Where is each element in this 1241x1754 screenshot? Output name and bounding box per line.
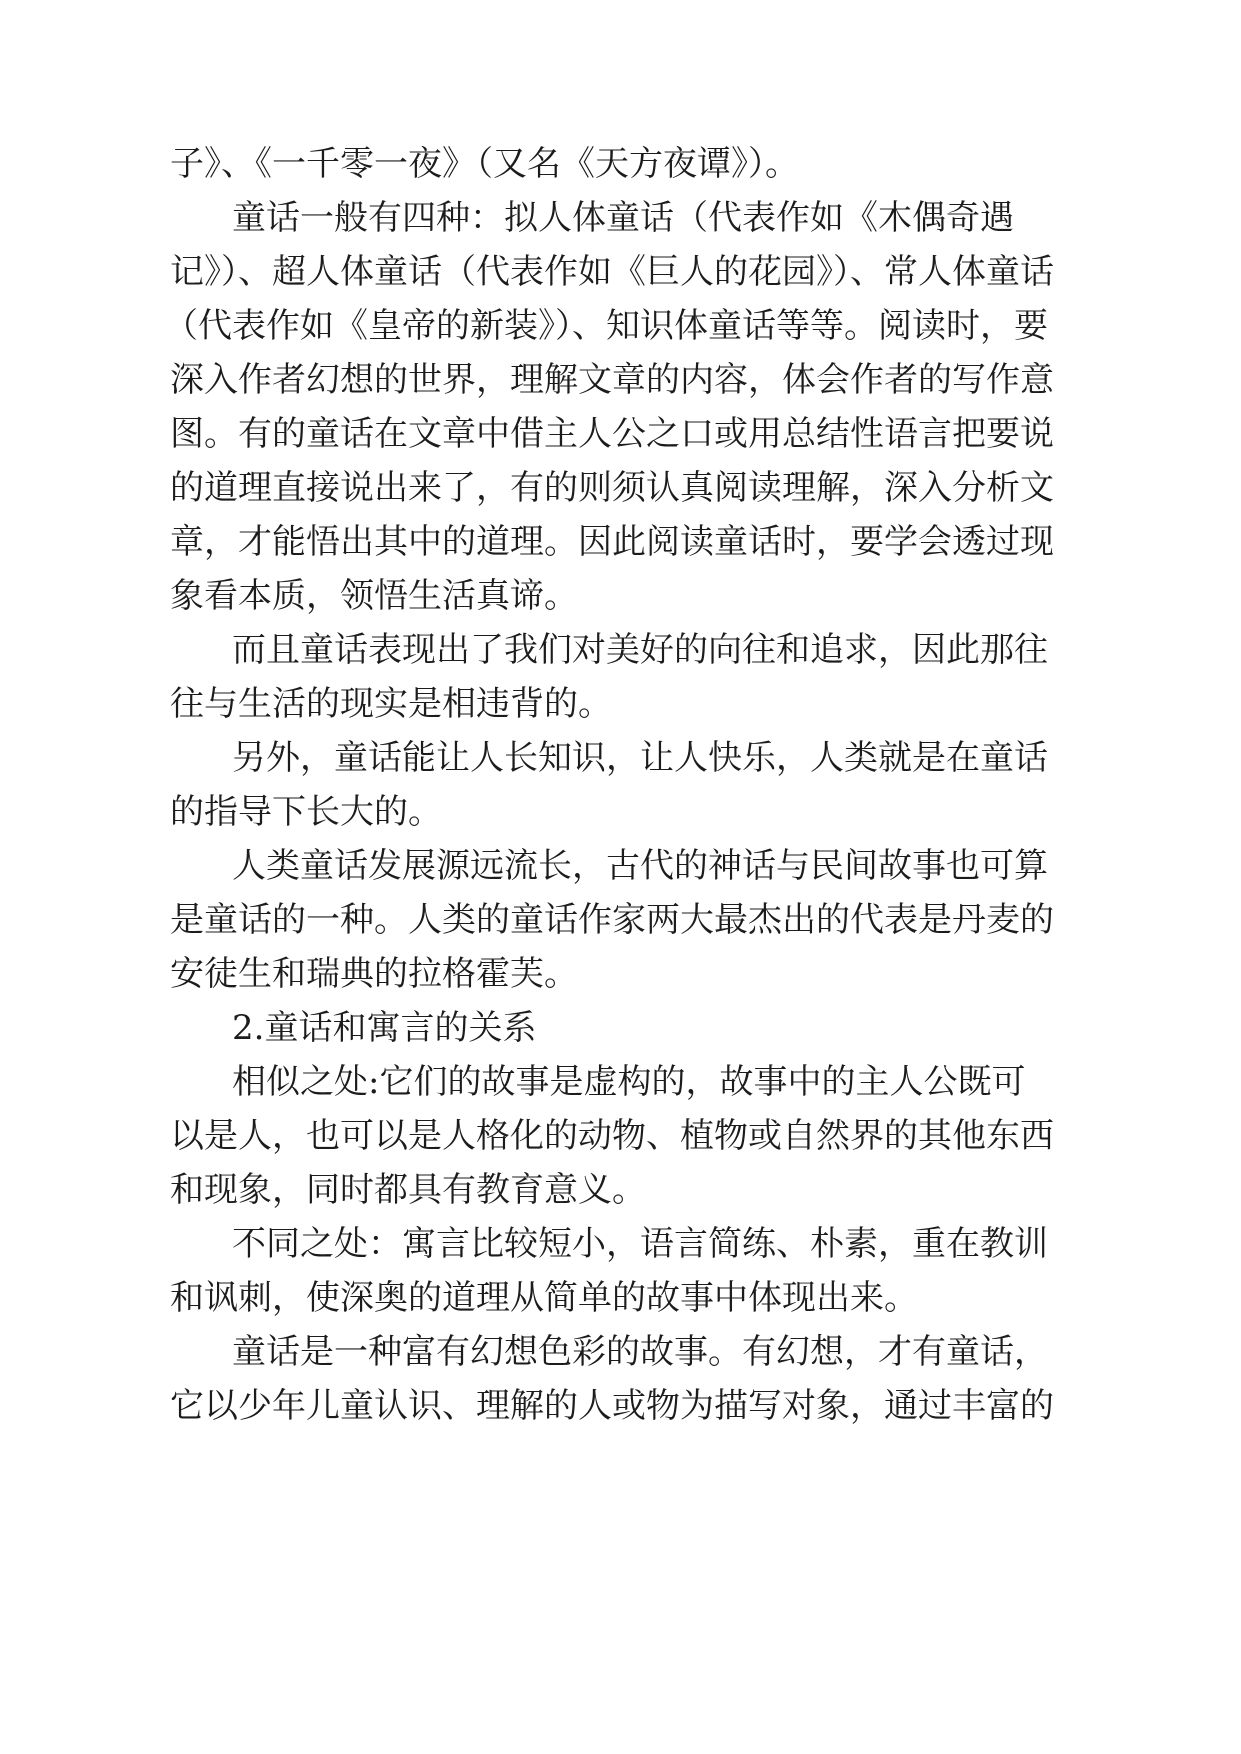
text-line: 而且童话表现出了我们对美好的向往和追求，因此那往 <box>232 630 1048 670</box>
text-line: 象看本质，领悟生活真谛。 <box>170 576 578 616</box>
text-line: 是童话的一种。人类的童话作家两大最杰出的代表是丹麦的 <box>170 900 1054 940</box>
text-line: 童话是一种富有幻想色彩的故事。有幻想，才有童话， <box>232 1332 1048 1372</box>
text-line: （代表作如《皇帝的新装》）、知识体童话等等。阅读时，要 <box>164 306 1048 346</box>
text-line: 不同之处：寓言比较短小，语言简练、朴素，重在教训 <box>232 1224 1048 1264</box>
text-line: 往与生活的现实是相违背的。 <box>170 684 612 724</box>
text-line: 以是人，也可以是人格化的动物、植物或自然界的其他东西 <box>170 1116 1054 1156</box>
text-line: 深入作者幻想的世界，理解文章的内容，体会作者的写作意 <box>170 360 1054 400</box>
text-line: 和讽刺，使深奥的道理从简单的故事中体现出来。 <box>170 1278 918 1318</box>
text-line: 人类童话发展源远流长，古代的神话与民间故事也可算 <box>232 846 1048 886</box>
text-line: 的道理直接说出来了，有的则须认真阅读理解，深入分析文 <box>170 468 1054 508</box>
text-line: 图。有的童话在文章中借主人公之口或用总结性语言把要说 <box>170 414 1054 454</box>
text-line: 子》、《一千零一夜》（又名《天方夜谭》）。 <box>170 144 799 184</box>
text-line: 相似之处:它们的故事是虚构的，故事中的主人公既可 <box>232 1062 1026 1102</box>
section-heading: 2.童话和寓言的关系 <box>232 1008 537 1048</box>
text-line: 记》）、超人体童话（代表作如《巨人的花园》）、常人体童话 <box>170 252 1054 292</box>
text-line: 的指导下长大的。 <box>170 792 442 832</box>
text-line: 安徒生和瑞典的拉格霍芙。 <box>170 954 578 994</box>
text-line: 和现象，同时都具有教育意义。 <box>170 1170 646 1210</box>
text-line: 它以少年儿童认识、理解的人或物为描写对象，通过丰富的 <box>170 1386 1054 1426</box>
text-line: 另外，童话能让人长知识，让人快乐，人类就是在童话 <box>232 738 1048 778</box>
text-line: 童话一般有四种：拟人体童话（代表作如《木偶奇遇 <box>232 198 1014 238</box>
text-line: 章，才能悟出其中的道理。因此阅读童话时，要学会透过现 <box>170 522 1054 562</box>
